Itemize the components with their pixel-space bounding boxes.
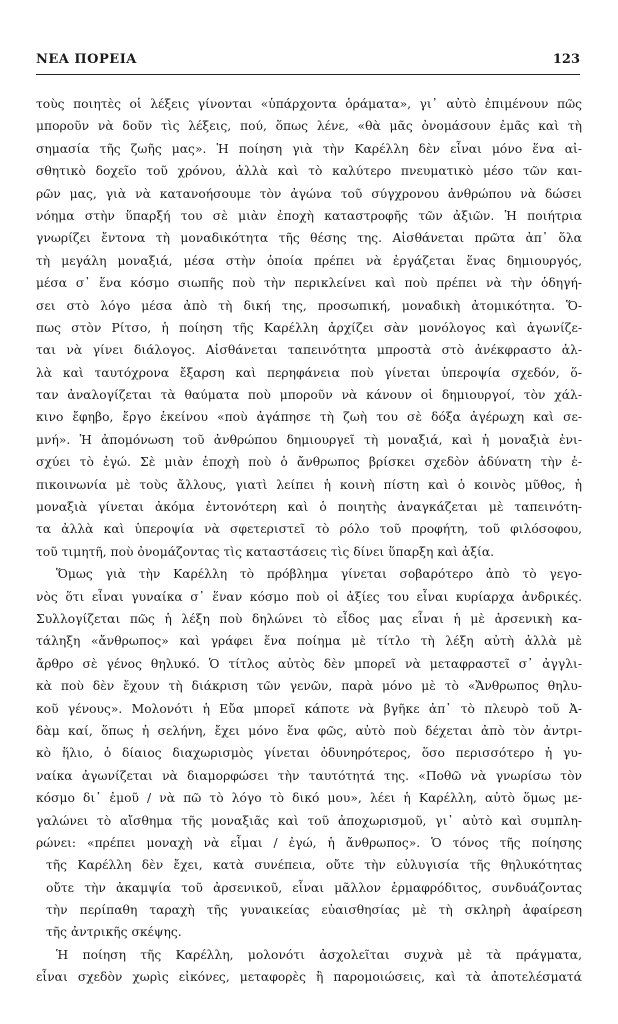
- text-line: τὴν περίπαθη ταραχὴ τῆς γυναικείας εὐαισθησίας μὲ τὴ σκληρὴ ἀφαίρεση: [46, 903, 582, 918]
- text-line: μποροῦν νὰ δοῦν τὶς λέξεις, πού, ὅπως λένε, «θὰ μᾶς ὀνομάσουν ἐμᾶς καὶ τὴ: [36, 119, 582, 134]
- text-line: οὔτε τὴν ἀκαμψία τοῦ ἀρσενικοῦ, εἶναι μᾶλλον ἑρμαφρόδιτος, συνδυάζοντας: [46, 880, 582, 895]
- text-line: σει στὸ λόγο μέσα ἀπὸ τὴ δική της, προσωπική, μοναδικὴ ἀτομικότητα. Ὅ-: [36, 298, 582, 313]
- text-line: τα ἀλλὰ καὶ ὑπεροψία νὰ σφετεριστεῖ τὸ ρόλο τοῦ προφήτη, τοῦ φιλόσοφου,: [36, 522, 582, 537]
- text-line: νόημα στὴν ὕπαρξή του σὲ μιὰν ἐποχὴ καταστροφῆς τῶν ἀξιῶν. Ἡ ποιήτρια: [36, 208, 582, 223]
- text-line: σχύει τὸ ἐγώ. Σὲ μιὰν ἐποχὴ ποὺ ὁ ἄνθρωπος βρίσκει σχεδὸν ἀδύνατη τὴν ἐ-: [36, 455, 582, 470]
- text-line: πως στὸν Ρίτσο, ἡ ποίηση τῆς Καρέλλη ἀρχίζει σὰν μονόλογος καὶ ἀγωνίζε-: [36, 320, 582, 335]
- text-line: κοῦ γένους». Μολονότι ἡ Εὔα μπορεῖ κάποτε νὰ βγῆκε ἀπ᾽ τὸ πλευρὸ τοῦ Ἀ-: [36, 701, 582, 716]
- text-line: κὰ ποὺ δὲν ἔχουν τὴ διάκριση τῶν γενῶν, παρὰ μόνο μὲ τὸ «Ἄνθρωπος θηλυ-: [36, 679, 582, 694]
- text-line: ρῶν μας, γιὰ νὰ κατανοήσουμε τὸν ἀγώνα τοῦ σύγχρονου ἀνθρώπου νὰ δώσει: [36, 186, 582, 201]
- text-line: τῆς ἀντρικῆς σκέψης.: [46, 925, 182, 940]
- text-line: κόσμο δι᾽ ἐμοῦ / νὰ πῶ τὸ λόγο τὸ δικό μου», λέει ἡ Καρέλλη, αὐτὸ ὅμως με-: [36, 791, 582, 806]
- text-line: γνωρίζει ἔντονα τὴ μοναδικότητα τῆς θέσης της. Αἰσθάνεται πρῶτα ἀπ᾽ ὅλα: [36, 231, 582, 246]
- text-line: εἶναι σχεδὸν χωρὶς εἰκόνες, μεταφορὲς ἢ παρομοιώσεις, καὶ τὰ ἀποτελέσματά: [36, 970, 582, 985]
- text-line: σημασία τῆς ζωῆς μας». Ἡ ποίηση γιὰ τὴν Καρέλλη δὲν εἶναι μόνο ἕνα αἰ-: [36, 141, 582, 156]
- text-line: κὸ ἥλιο, ὁ δίαιος διαχωρισμὸς γίνεται ὀδυνηρότερος, ὅσο περισσότερο ἡ γυ-: [36, 746, 582, 761]
- text-line: ναίκα ἀγωνίζεται νὰ διαμορφώσει τὴν ταυτότητά της. «Ποθῶ νὰ γνωρίσω τὸν: [36, 768, 582, 783]
- text-line: λὰ καὶ ταυτόχρονα ἔξαρση καὶ περηφάνεια ποὺ γίνεται ὑπεροψία σχεδόν, ὅ-: [36, 365, 582, 380]
- text-line: τοῦ τιμητῆ, ποὺ ὀνομάζοντας τὶς καταστάσεις τὶς δίνει ὕπαρξη καὶ ἀξία.: [36, 544, 495, 559]
- text-line: μέσα σ᾽ ἕνα κόσμο σιωπῆς ποὺ τὴν περικλείνει καὶ ποὺ πρέπει νὰ τὴν ὁδηγή-: [36, 276, 582, 291]
- paragraph-first-line: Ἡ ποίηση τῆς Καρέλλη, μολονότι ἀσχολεῖται συχνὰ μὲ τὰ πράγματα,: [56, 947, 582, 962]
- text-line: Συλλογίζεται πῶς ἡ λέξη ποὺ δηλώνει τὸ εἶδος μας εἶναι ἡ μὲ ἀρσενικὴ κα-: [36, 611, 582, 626]
- text-line: νὸς ὅτι εἶναι γυναίκα σ᾽ ἕναν κόσμο ποὺ οἱ ἀξίες του εἶναι κυρίαρχα ἀνδρικές.: [36, 589, 582, 604]
- text-line: τάληξη «ἄνθρωπος» καὶ γράφει ἕνα ποίημα μὲ τίτλο τὴ λέξη αὐτὴ ἀλλὰ μὲ: [36, 634, 582, 649]
- text-line: γαλώνει τὸ αἴσθημα τῆς μοναξιᾶς καὶ τοῦ ἀποχωρισμοῦ, γι᾽ αὐτὸ καὶ συμπλη-: [36, 813, 582, 828]
- text-line: μνή». Ἡ ἀπομόνωση τοῦ ἀνθρώπου δημιουργεῖ τὴ μοναξιά, καὶ ἡ μοναξιὰ ἐνι-: [36, 432, 582, 447]
- text-line: τῆς Καρέλλη δὲν ἔχει, κατὰ συνέπεια, οὔτε τὴν εὐλυγισία τῆς θηλυκότητας: [46, 858, 582, 873]
- text-line: μοναξιὰ γίνεται ἀκόμα ἐντονότερη καὶ ὁ ποιητὴς ἀναγκάζεται μὲ ταπεινότη-: [36, 500, 582, 515]
- text-line: ρώνει: «πρέπει μοναχὴ νὰ εἶμαι / ἐγώ, ἡ ἄνθρωπος». Ὁ τόνος τῆς ποίησης: [36, 835, 582, 850]
- page-header: [36, 52, 580, 75]
- text-line: ταν ἀναλογίζεται τὰ θαύματα ποὺ μποροῦν νὰ κάνουν οἱ δημιουργοί, τὸν χάλ-: [36, 388, 582, 403]
- text-line: σθητικὸ δοχεῖο τοῦ χρόνου, ἀλλὰ καὶ τὸ καλύτερο πνευματικὸ μέσο τῶν και-: [36, 164, 582, 179]
- body-text: [36, 93, 582, 989]
- text-line: τοὺς ποιητὲς οἱ λέξεις γίνονται «ὑπάρχοντα ὁράματα», γι᾽ αὐτὸ ἐπιμένουν πῶς: [36, 97, 582, 111]
- text-line: ἄρθρο σὲ γένος θηλυκό. Ὁ τίτλος αὐτὸς δὲν μπορεῖ νὰ μεταφραστεῖ σ᾽ ἀγγλι-: [36, 656, 582, 671]
- journal-title: ΝΕΑ ΠΟΡΕΙΑ: [36, 52, 137, 67]
- text-line: δὰμ καί, ὅπως ἡ σελήνη, ἔχει μόνο ἕνα φῶς, αὐτὸ ποὺ δέχεται ἀπὸ τὸν ἀντρι-: [36, 723, 582, 738]
- page-number: 123: [552, 52, 580, 67]
- text-line: πικοινωνία μὲ τοὺς ἄλλους, γιατὶ λείπει ἡ κοινὴ πίστη καὶ ὁ κοινὸς μῦθος, ἡ: [36, 477, 582, 492]
- paragraph-first-line: Ὅμως γιὰ τὴν Καρέλλη τὸ πρόβλημα γίνεται σοβαρότερο ἀπὸ τὸ γεγο-: [56, 567, 582, 582]
- text-line: ται νὰ γίνει διάλογος. Αἰσθάνεται ταπεινότητα μπροστὰ στὸ ἀνέκφραστο ἀλ-: [36, 343, 582, 358]
- text-line: τὴ μεγάλη μοναξιά, μέσα στὴν ὁποία πρέπει νὰ ἐργάζεται ἕνας δημιουργός,: [36, 253, 582, 268]
- text-line: κινο ἔφηβο, ἔργο ἐκείνου «ποὺ ἀγάπησε τὴ ζωὴ του σὲ δόξα ἀγέρωχη καὶ σε-: [36, 410, 582, 425]
